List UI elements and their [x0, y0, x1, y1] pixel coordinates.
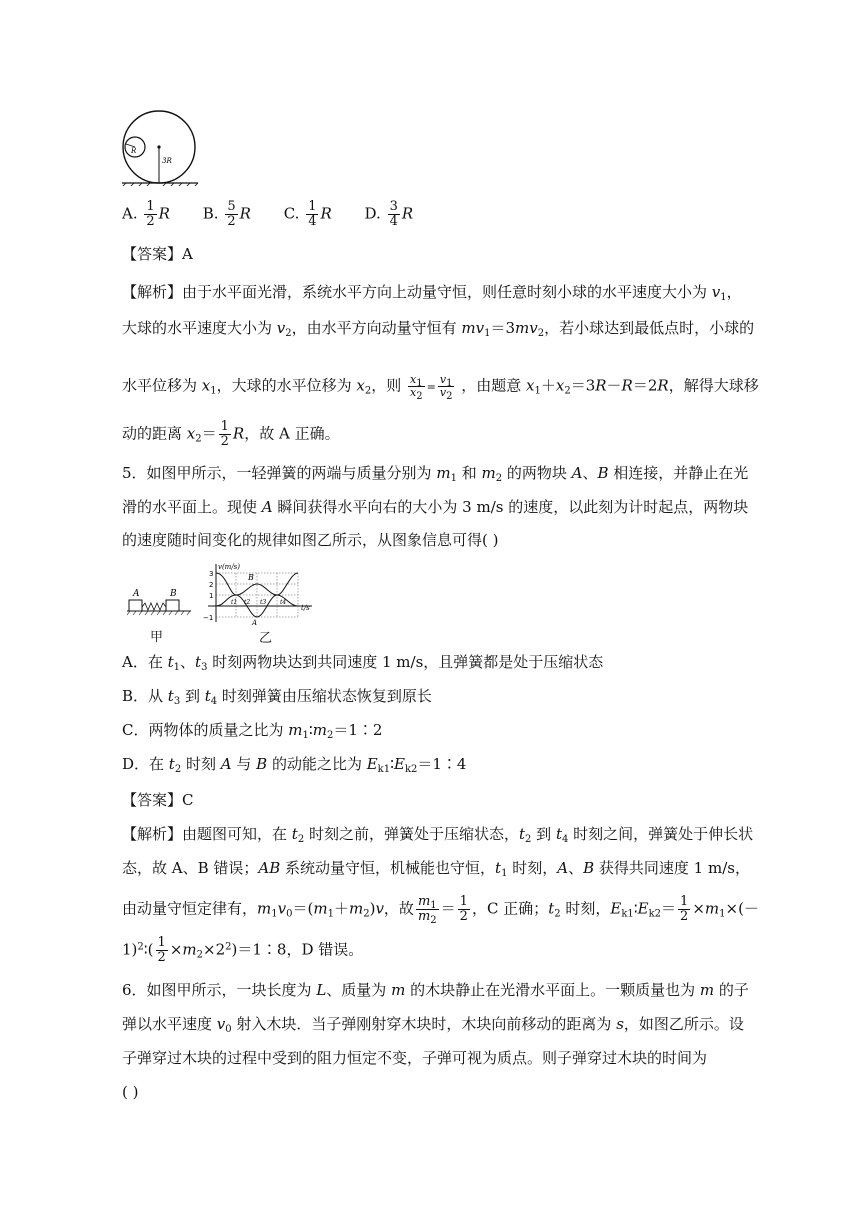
v-axis-label: v(m/s)	[218, 563, 241, 571]
q4-answer: 【答案】A	[122, 245, 193, 263]
option-d: D. $\frac{3}{4}$ R	[364, 199, 414, 229]
t-axis-label: t/s	[301, 604, 310, 612]
q4-analysis-line2: 大球的水平速度大小为 $v_2$，由水平方向动量守恒有 $mv_1=3mv_2$，若小球达到最低点时，小球的	[122, 319, 755, 339]
q5-answer: 【答案】C	[122, 791, 194, 809]
q5-analysis-line3: 由动量守恒定律有，$m_1v_0=(m_1+m_2)v$，故 $\frac{m_1}{m_2}$ ＝ $\frac{1}{2}$ ，C 正确；$t_2$ 时刻，$E_{k1}∶E_{k2}=$ $\frac{1}{2}$ $\times m_1\times(-$	[122, 894, 759, 926]
q5-stem-line3: 的速度随时间变化的规律如图乙所示，从图象信息可得( )	[122, 531, 499, 549]
q5-option-a: A．在 $t_1$、$t_3$ 时刻两物块达到共同速度 1 m/s，且弹簧都是处于压缩状态	[122, 653, 604, 673]
q5-option-d: D．在 $t_2$ 时刻 A 与 B 的动能之比为 $E_{k1}∶E_{k2}=1∶4$	[122, 755, 467, 775]
tick-1: 1	[209, 592, 214, 600]
q5-analysis-line4: 1)$^2$∶( $\frac{1}{2}$ $\times m_2\times 2^2)=1∶8$，D 错误。	[122, 935, 364, 965]
q4-analysis-line4: 动的距离 $x_2=$ $\frac{1}{2}$ R，故 A 正确。	[122, 419, 340, 449]
curve-b-label: B	[248, 573, 254, 582]
option-a: A. $\frac{1}{2}$ R	[122, 199, 170, 229]
q4-analysis-line1: 【解析】由于水平面光滑，系统水平方向上动量守恒，则任意时刻小球的水平速度大小为 $v_1$，	[122, 283, 742, 303]
q6-stem-line1: 6．如图甲所示，一块长度为 L、质量为 m 的木块静止在光滑水平面上。一颗质量也为 m 的子	[122, 981, 749, 999]
tick-3: 3	[209, 570, 214, 578]
q5-stem-line2: 滑的水平面上。现使 A 瞬间获得水平向右的大小为 3 m/s 的速度，以此刻为计时起点，两物块	[122, 498, 749, 516]
q5-option-c: C．两物体的质量之比为 $m_1∶m_2=1∶2$	[122, 721, 383, 741]
q5-figure-jia	[125, 586, 195, 620]
q4-options	[122, 200, 441, 229]
tick-2: 2	[209, 581, 214, 589]
q6-stem-line2: 弹以水平速度 $v_0$ 射入木块．当子弹刚射穿木块时，木块向前移动的距离为 s，如图乙所示。设	[122, 1015, 744, 1035]
caption-yi: 乙	[259, 631, 273, 646]
q5-analysis-line2: 态，故 A、B 错误；AB 系统动量守恒，机械能也守恒，$t_1$ 时刻，A、B 获得共同速度 1 m/s，	[122, 859, 750, 879]
tick-t3: t3	[260, 599, 267, 606]
option-c: C. $\frac{1}{4}$ R	[283, 199, 332, 229]
q4-figure	[118, 110, 200, 186]
q5-figure-yi	[200, 560, 320, 626]
tick-t1: t1	[231, 599, 238, 606]
q5-analysis-line1: 【解析】由题图可知，在 $t_2$ 时刻之前，弹簧处于压缩状态，$t_2$ 到 $t_4$ 时刻之间，弹簧处于伸长状	[122, 825, 754, 845]
block-a-label: A	[133, 589, 140, 599]
q6-stem-line3: 子弹穿过木块的过程中受到的阻力恒定不变，子弹可视为质点。则子弹穿过木块的时间为	[122, 1049, 708, 1067]
q4-label-r: R	[131, 147, 137, 155]
curve-a-label: A	[252, 619, 258, 626]
q5-stem-line1: 5．如图甲所示，一轻弹簧的两端与质量分别为 $m_1$ 和 $m_2$ 的两物块 A、B 相连接，并静止在光	[122, 464, 749, 484]
q5-option-b: B．从 $t_3$ 到 $t_4$ 时刻弹簧由压缩状态恢复到原长	[122, 687, 432, 707]
option-b: B. $\frac{5}{2}$ R	[202, 199, 251, 229]
block-b-label: B	[170, 589, 177, 599]
tick-neg1: −1	[203, 614, 214, 622]
caption-jia: 甲	[150, 630, 164, 645]
q4-analysis-line3: 水平位移为 $x_1$，大球的水平位移为 $x_2$，则 $\frac{x_1}{x_2}$ = $\frac{v_1}{v_2}$ ，由题意 $x_1+x_2=3R-R=2R$，解得大球移	[122, 373, 759, 402]
q6-paren: ( )	[122, 1083, 139, 1101]
q4-label-3r: 3R	[162, 157, 172, 165]
tick-t4: t4	[280, 599, 287, 606]
tick-t2: t2	[244, 599, 251, 606]
